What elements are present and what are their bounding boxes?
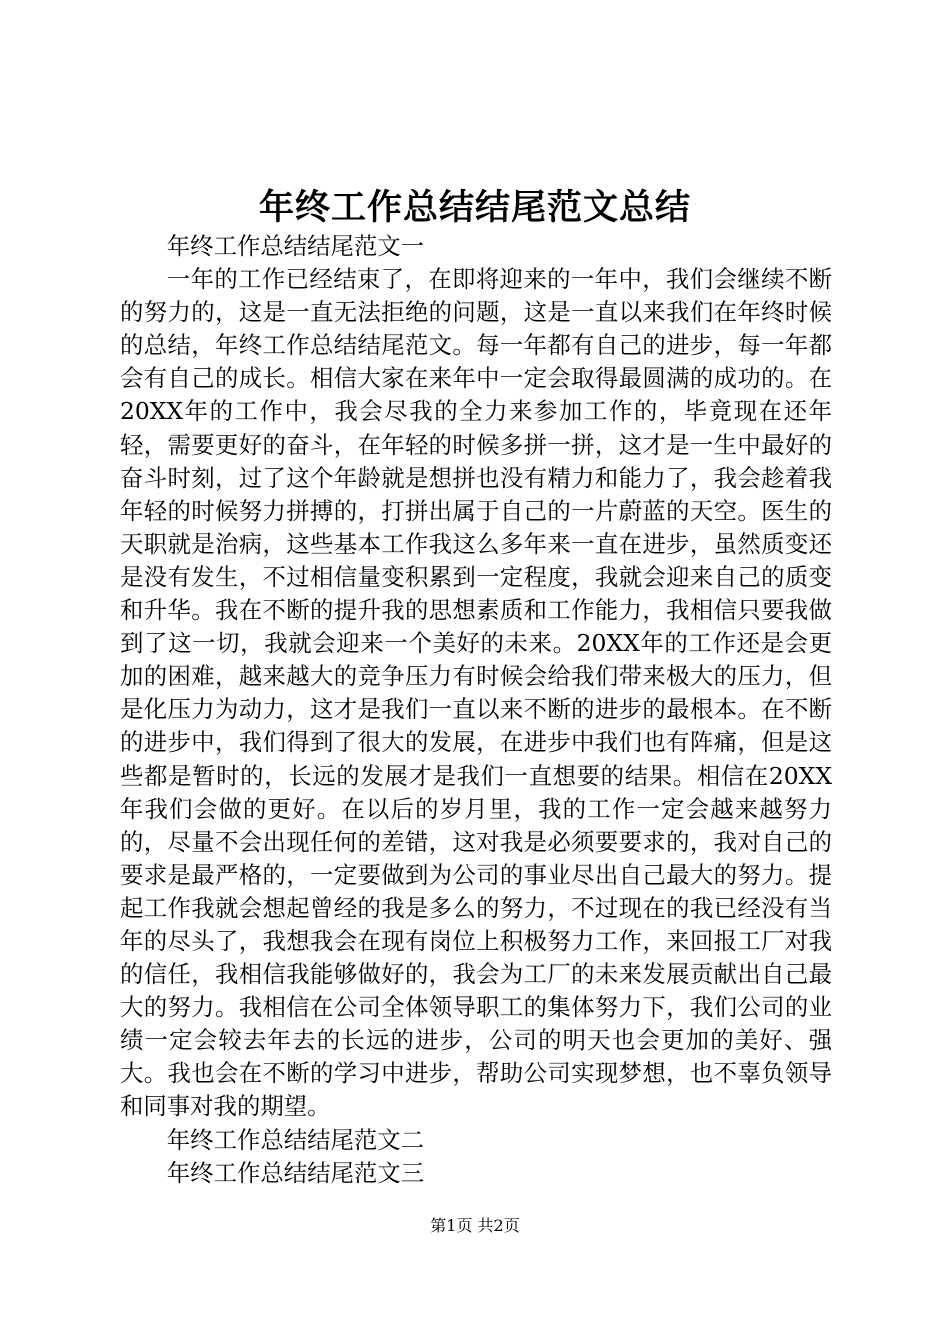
page-number-footer: 第1页 共2页 <box>430 1216 520 1235</box>
body-paragraph: 一年的工作已经结束了，在即将迎来的一年中，我们会继续不断的努力的，这是一直无法拒绝的问题，这是一直以来我们在年终时候的总结，年终工作总结结尾范文。每一年都有自己的进步，每一年都会有自己的成长。相信大家在来年中一定会取得最圆满的成功的。在20XX年的工作中，我会尽我的全力来参加工作的，毕竟现在还年轻，需要更好的奋斗，在年轻的时候多拼一拼，这才是一生中最好的奋斗时刻，过了这个年龄就是想拼也没有精力和能力了，我会趁着我年轻的时候努力拼搏的，打拼出属于自己的一片蔚蓝的天空。医生的天职就是治病，这些基本工作我这么多年来一直在进步，虽然质变还是没有发生，不过相信量变积累到一定程度，我就会迎来自己的质变和升华。我在不断的提升我的思想素质和工作能力，我相信只要我做到了这一切，我就会迎来一个美好的未来。20XX年的工作还是会更加的困难，越来越大的竞争压力有时候会给我们带来极大的压力，但是化压力为动力，这才是我们一直以来不断的进步的最根本。在不断的进步中，我们得到了很大的发展，在进步中我们也有阵痛，但是这些都是暂时的，长远的发展才是我们一直想要的结果。相信在20XX年我们会做的更好。在以后的岁月里，我的工作一定会越来越努力的，尽量不会出现任何的差错，这对我是必须要要求的，我对自己的要求是最严格的，一定要做到为公司的事业尽出自己最大的努力。提起工作我就会想起曾经的我是多么的努力，不过现在的我已经没有当年的尽头了，我想我会在现有岗位上积极努力工作，来回报工厂对我的信任，我相信我能够做好的，我会为工厂的未来发展贡献出自己最大的努力。我相信在公司全体领导职工的集体努力下，我们公司的业绩一定会较去年去的长远的进步，公司的明天也会更加的美好、强大。我也会在不断的学习中进步，帮助公司实现梦想，也不辜负领导和同事对我的期望。 <box>120 265 832 1121</box>
document-body <box>120 230 832 1190</box>
section-heading-two: 年终工作总结结尾范文二 <box>166 1125 425 1154</box>
section-heading-one: 年终工作总结结尾范文一 <box>166 232 425 260</box>
section-heading-three: 年终工作总结结尾范文三 <box>166 1158 425 1187</box>
document-title: 年终工作总结结尾范文总结 <box>258 187 691 228</box>
